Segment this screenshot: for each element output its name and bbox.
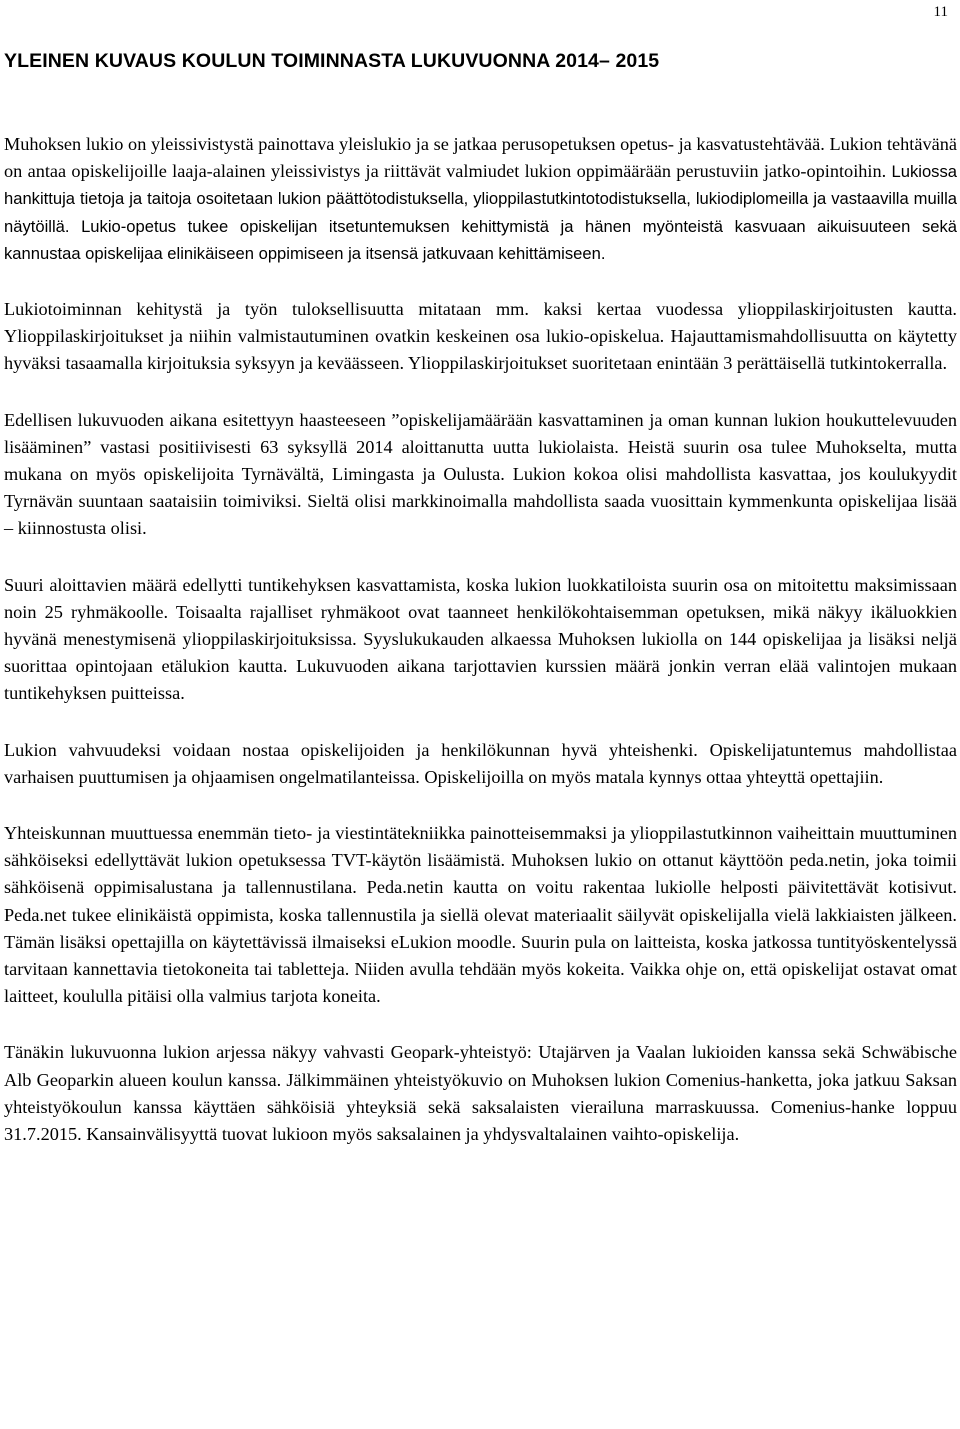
paragraph-text: Suuri aloittavien määrä edellytti tuntikehyksen kasvattamista, koska lukion luokkatiloista suurin osa on mitoitettu maksimissaan noin 25 ryhmäkoolle. Toisaalta rajalliset ryhmäkoot ovat taanneet henkilökohtaisemman opetuksen, mikä näkyy ikäluokkien hyvänä menestymisenä ylioppilaskirjoituksissa. Syyslukukauden alkaessa Muhoksen lukiolla on 144 opiskelijaa ja lisäksi neljä suorittaa opintojaan etälukion kautta. Lukuvuoden aikana tarjottavien kurssien määrä jonkin verran elää valintojen mukaan tuntikehyksen puitteissa. (4, 574, 957, 704)
paragraph-matriculation (4, 296, 957, 378)
paragraph-text: Edellisen lukuvuoden aikana esitettyyn haasteeseen ”opiskelijamäärään kasvattaminen ja oman kunnan lukion houkuttelevuuden lisääminen” vastasi positiivisesti 63 syksyllä 2014 aloittanutta uutta lukiolaista. Heistä suurin osa tulee Muhokselta, mutta mukana on myös opiskelijoita Tyrnävältä, Limingasta ja Oulusta. Lukion kokoa olisi mahdollista kasvattaa, jos koulukyydit Tyrnävän suuntaan saataisiin toimiviksi. Sieltä olisi markkinoimalla mahdollista saada vuosittain kymmenkunta opiskelijaa lisää – kiinnostusta olisi. (4, 409, 957, 539)
paragraph-text: Lukion vahvuudeksi voidaan nostaa opiskelijoiden ja henkilökunnan hyvä yhteishenki. Opiskelijatuntemus mahdollistaa varhaisen puuttumisen ja ohjaamisen ongelmatilanteissa. Opiskelijoilla on myös matala kynnys ottaa yhteyttä opettajiin. (4, 739, 957, 787)
paragraph-text: Muhoksen lukio on yleissivistystä painottava yleislukio ja se jatkaa perusopetuksen opetus- ja kasvatustehtävää. Lukion tehtävänä on antaa opiskelijoille laaja-alainen yleissivistys ja riittävät valmiudet lukion oppimäärään perustuviin jatko-opintoihin. (4, 134, 957, 182)
paragraph-text: Tänäkin lukuvuonna lukion arjessa näkyy vahvasti Geopark-yhteistyö: Utajärven ja Vaalan lukioiden kanssa sekä Schwäbische Alb Geoparkin alueen koulun kanssa. Jälkimmäinen yhteistyökuvio on Muhoksen lukion Comenius-hanketta, joka jatkuu Saksan yhteistyökoulun kanssa käyttäen sähköisiä yhteyksiä sekä saksalaisten vierailuna marraskuussa. Comenius-hanke loppuu 31.7.2015. Kansainvälisyyttä tuovat lukioon myös saksalainen ja yhdysvaltalainen vaihto-opiskelija. (4, 1042, 957, 1145)
paragraph-text-sans: Lukiossa hankittuja tietoja ja taitoja osoitetaan lukion päättötodistuksella, ylioppilastutkintotodistuksella, lukiodiplomeilla ja vastaavilla muilla näytöillä. Lukio-opetus tukee opiskelijan itsetuntemuksen kehittymistä ja hänen myönteistä kasvuaan aikuisuuteen sekä kannustaa opiskelijaa elinikäiseen oppimiseen ja itsensä jatkuvaan kehittämiseen. (4, 162, 957, 263)
paragraph-student-numbers (4, 407, 957, 543)
paragraph-international (4, 1039, 957, 1148)
paragraph-text: Lukiotoiminnan kehitystä ja työn tuloksellisuutta mitataan mm. kaksi kertaa vuodessa ylioppilaskirjoitusten kautta. Ylioppilaskirjoitukset ja niihin valmistautuminen ovatkin keskeinen osa lukio-opiskelua. Hajauttamismahdollisuutta on käytetty hyväksi tasaamalla kirjoituksia syksyyn ja keväässeen. Ylioppilaskirjoitukset suoritetaan enintään 3 perättäisellä tutkintokerralla. (4, 299, 957, 374)
paragraph-ict (4, 820, 957, 1010)
paragraph-class-sizes (4, 572, 957, 708)
paragraph-strengths (4, 737, 957, 791)
document-body (4, 131, 957, 1177)
page-number: 11 (933, 4, 948, 20)
paragraph-intro (4, 131, 957, 267)
page-title: YLEINEN KUVAUS KOULUN TOIMINNASTA LUKUVUONNA 2014– 2015 (4, 50, 660, 72)
paragraph-text: Yhteiskunnan muuttuessa enemmän tieto- ja viestintätekniikka painotteisemmaksi ja ylioppilastutkinnon vaiheittain muuttuminen sähköiseksi edellyttävät lukion opetuksessa TVT-käytön lisäämistä. Muhoksen lukio on ottanut käyttöön peda.netin, joka toimii sähköisenä oppimisalustana ja tallennustilana. Peda.netin kautta on voitu rakentaa lukiolle helposti päivitettävät kotisivut. Peda.net tukee elinikäistä oppimista, koska tallennustila ja siellä olevat materiaalit säilyvät opiskelijalla vielä lakkiaisten jälkeen. Tämän lisäksi opettajilla on käytettävissä ilmaiseksi eLukion moodle. Suurin pula on laitteista, koska jatkossa tuntityöskentelyssä tarvitaan kannettavia tietokoneita tai tabletteja. Niiden avulla tehdään myös kokeita. Vaikka ohje on, että opiskelijat ostavat omat laitteet, koululla pitäisi olla valmius tarjota koneita. (4, 823, 957, 1007)
